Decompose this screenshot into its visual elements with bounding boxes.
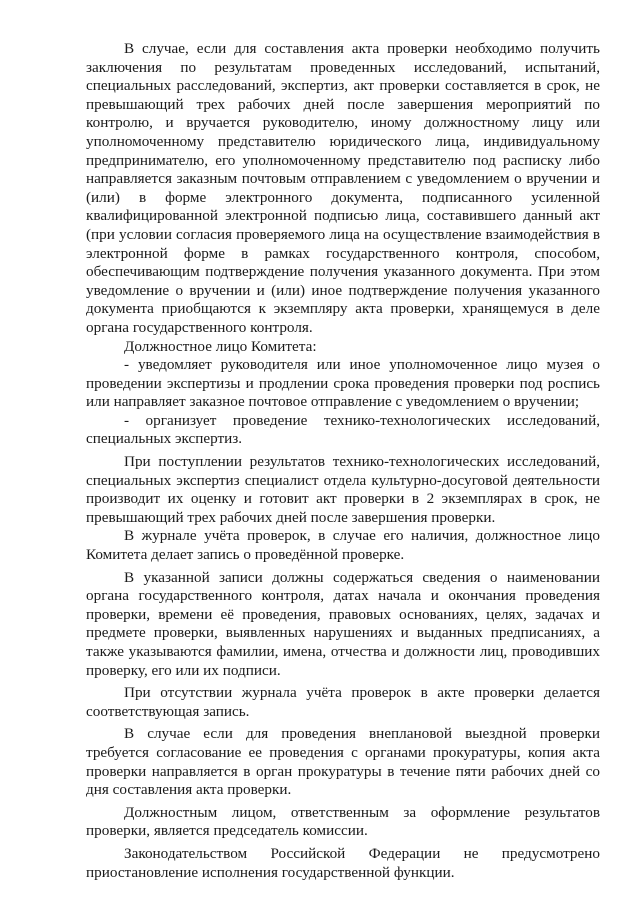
paragraph-record-contents: В указанной записи должны содержаться сведения о наименовании органа государственного контроля, датах начала и окончания проведения проверки, времени её проведения, правовых основаниях, целях, задачах и предмете проверки, выявленных нарушениях и выданных предписаниях, а также указываются фамилии, имена, отчества и должности лиц, проводивших проверку, его или их подписи. (86, 568, 600, 679)
paragraph-journal-record: В журнале учёта проверок, в случае его наличия, должностное лицо Комитета делает запись о проведённой проверке. (86, 527, 600, 564)
paragraph-organize-research: - организует проведение технико-технологических исследований, специальных экспертиз. (86, 411, 600, 448)
paragraph-prosecutor-approval: В случае если для проведения внеплановой выездной проверки требуется согласование ее проведения с органами прокуратуры, копия акта проверки направляется в орган прокуратуры в течение пяти рабочих дней со дня составления акта проверки. (86, 725, 600, 799)
paragraph-committee-official: Должностное лицо Комитета: (124, 337, 317, 355)
paragraph-no-suspension: Законодательством Российской Федерации не предусмотрено приостановление исполнения государственной функции. (86, 844, 600, 881)
paragraph-no-journal: При отсутствии журнала учёта проверок в акте проверки делается соответствующая запись. (86, 684, 600, 720)
paragraph-act-deadline: В случае, если для составления акта проверки необходимо получить заключения по результатам проведенных исследований, испытаний, специальных расследований, экспертиз, акт проверки составляется в срок, не превышающий трех рабочих дней после завершения мероприятий по контролю, и вручается руководителю, иному должностному лицу или уполномоченному представителю юридического лица, индивидуальному предпринимателю, его уполномоченному представителю под расписку либо направляется заказным почтовым отправлением с уведомлением о вручении и (или) в форме электронного документа, подписанного усиленной квалифицированной электронной подписью лица, составившего данный акт (при условии согласия проверяемого лица на осуществление взаимодействия в электронной форме в рамках государственного контроля, способом, обеспечивающим подтверждение получения указанного документа. При этом уведомление о вручении и (или) иное подтверждение получения указанного документа приобщаются к экземпляру акта проверки, хранящемуся в деле органа государственного контроля. (86, 40, 600, 336)
paragraph-responsible-person: Должностным лицом, ответственным за оформление результатов проверки, является председатель комиссии. (86, 803, 600, 840)
paragraph-results-received: При поступлении результатов технико-технологических исследований, специальных экспертиз специалист отдела культурно-досуговой деятельности производит их оценку и готовит акт проверки в 2 экземплярах в срок, не превышающий трех рабочих дней после завершения проверки. (86, 453, 600, 526)
paragraph-notify-head: - уведомляет руководителя или иное уполномоченное лицо музея о проведении экспертизы и продлении срока проведения проверки под роспись или направляет заказное почтовое отправление с уведомлением о вручении; (86, 356, 600, 411)
